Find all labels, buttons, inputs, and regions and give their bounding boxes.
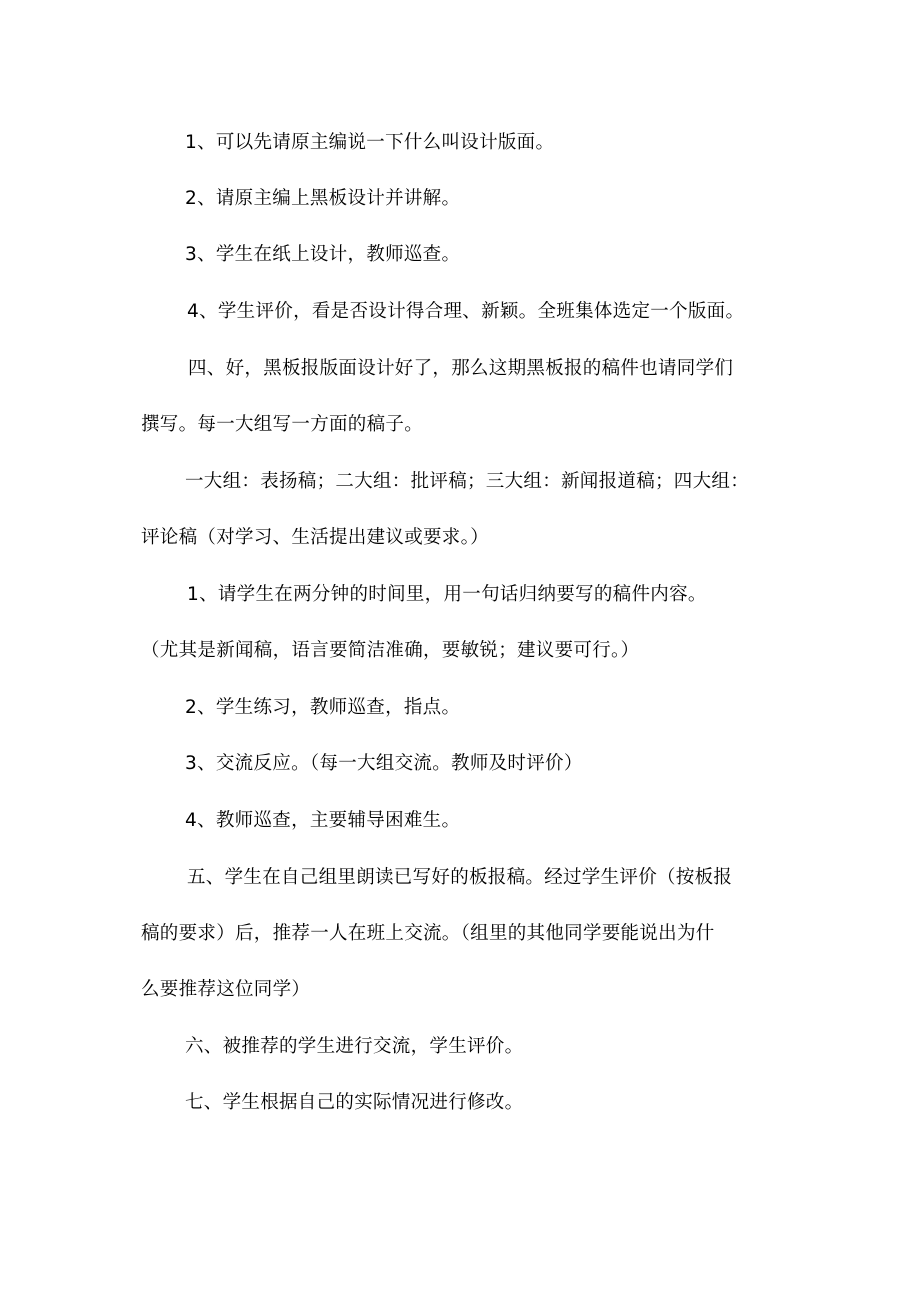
step-2-line: 2、请原主编上黑板设计并讲解。 <box>185 188 461 209</box>
section-five-line-3: 么要推荐这位同学） <box>141 979 311 1000</box>
section-seven-line: 七、学生根据自己的实际情况进行修改。 <box>185 1092 524 1113</box>
section-five-line-1: 五、学生在自己组里朗读已写好的板报稿。经过学生评价（按板报 <box>187 867 733 888</box>
substep-4-line: 4、教师巡查，主要辅导困难生。 <box>185 810 461 831</box>
substep-1-line-2: （尤其是新闻稿，语言要简洁准确，要敏锐；建议要可行。） <box>141 640 640 661</box>
substep-2-line: 2、学生练习，教师巡查，指点。 <box>185 697 461 718</box>
step-3-line: 3、学生在纸上设计，教师巡查。 <box>185 244 461 265</box>
step-1-line: 1、可以先请原主编说一下什么叫设计版面。 <box>185 132 555 153</box>
section-four-line-2: 撰写。每一大组写一方面的稿子。 <box>141 414 424 435</box>
group-assignment-line-1: 一大组：表扬稿；二大组：批评稿；三大组：新闻报道稿；四大组： <box>185 471 750 492</box>
substep-3-line: 3、交流反应。（每一大组交流。教师及时评价） <box>185 753 583 774</box>
section-six-line: 六、被推荐的学生进行交流，学生评价。 <box>185 1036 524 1057</box>
section-four-line-1: 四、好，黑板报版面设计好了，那么这期黑板报的稿件也请同学们 <box>188 358 734 379</box>
section-five-line-2: 稿的要求）后，推荐一人在班上交流。（组里的其他同学要能说出为什 <box>141 923 715 944</box>
substep-1-line-1: 1、请学生在两分钟的时间里，用一句话归纳要写的稿件内容。 <box>187 584 707 605</box>
step-4-line: 4、学生评价，看是否设计得合理、新颖。全班集体选定一个版面。 <box>187 301 745 322</box>
group-assignment-line-2: 评论稿（对学习、生活提出建议或要求。） <box>141 527 489 548</box>
